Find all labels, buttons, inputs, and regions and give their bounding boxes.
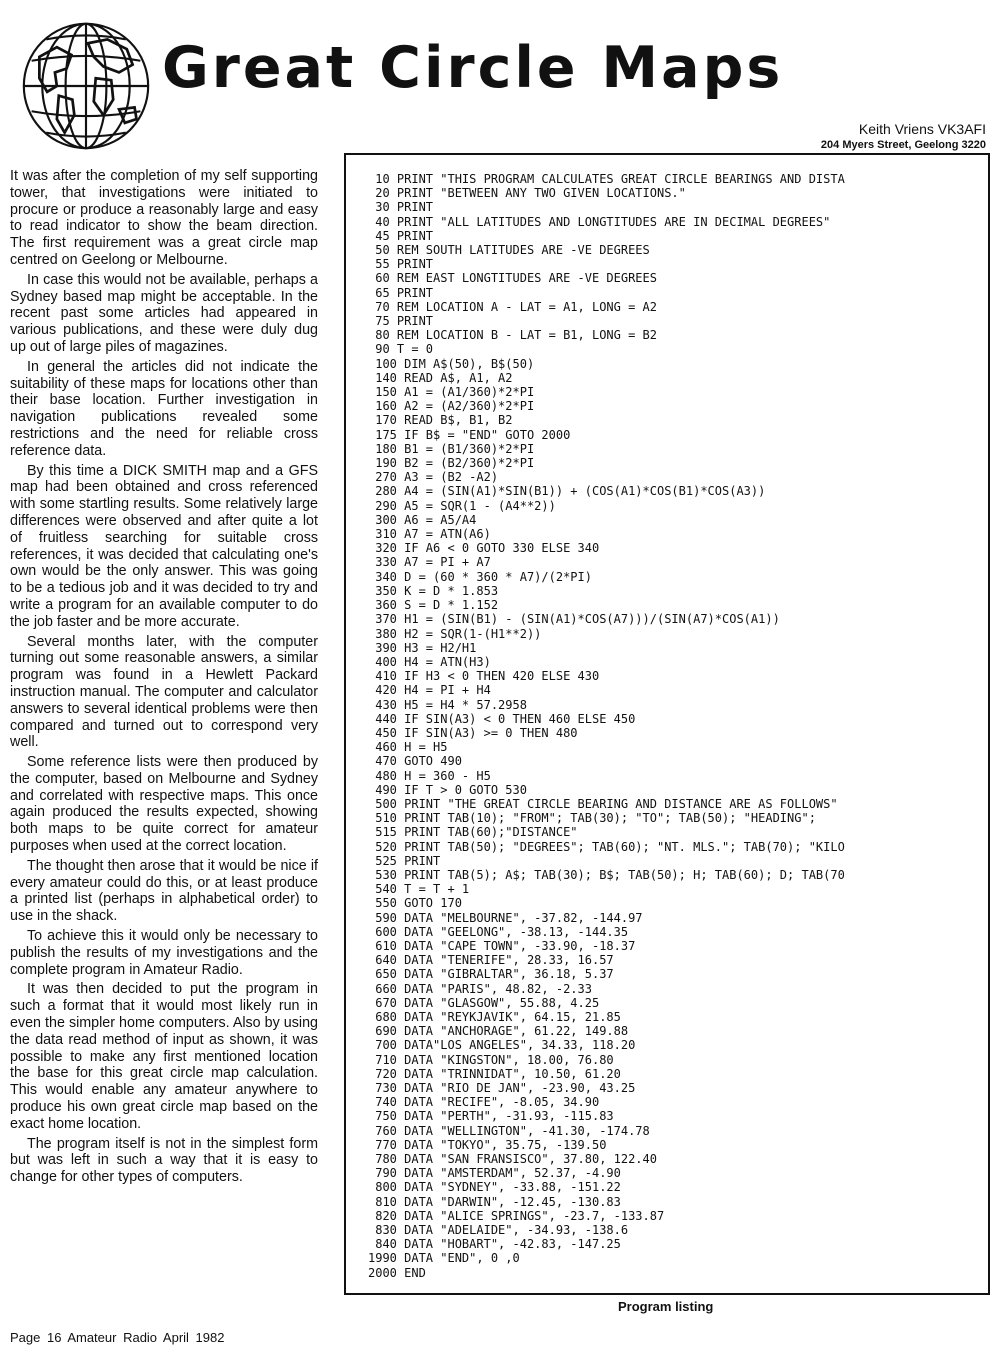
listing-line: 340 D = (60 * 360 * A7)/(2*PI) <box>368 569 592 584</box>
listing-line: 370 H1 = (SIN(B1) - (SIN(A1)*COS(A7)))/(SIN(A7)*COS(A1)) <box>368 612 780 627</box>
listing-line: 430 H5 = H4 * 57.2958 <box>368 697 527 712</box>
listing-line: 500 PRINT "THE GREAT CIRCLE BEARING AND DISTANCE ARE AS FOLLOWS" <box>368 796 838 811</box>
listing-line: 1990 DATA "END", 0 ,0 <box>368 1251 520 1266</box>
listing-line: 75 PRINT <box>368 314 434 329</box>
listing-line: 660 DATA "PARIS", 48.82, -2.33 <box>368 981 592 996</box>
listing-line: 490 IF T > 0 GOTO 530 <box>368 782 527 797</box>
listing-line: 80 REM LOCATION B - LAT = B1, LONG = B2 <box>368 328 657 343</box>
globe-icon <box>18 18 154 154</box>
author-byline <box>821 120 986 152</box>
listing-line: 540 T = T + 1 <box>368 882 470 897</box>
listing-line: 350 K = D * 1.853 <box>368 583 499 598</box>
listing-line: 60 REM EAST LONGTITUDES ARE -VE DEGREES <box>368 271 657 286</box>
listing-line: 330 A7 = PI + A7 <box>368 555 491 570</box>
listing-line: 590 DATA "MELBOURNE", -37.82, -144.97 <box>368 910 643 925</box>
listing-line: 65 PRINT <box>368 285 434 300</box>
listing-line: 290 A5 = SQR(1 - (A4**2)) <box>368 498 556 513</box>
listing-line: 640 DATA "TENERIFE", 28.33, 16.57 <box>368 953 614 968</box>
listing-line: 750 DATA "PERTH", -31.93, -115.83 <box>368 1109 614 1124</box>
listing-line: 830 DATA "ADELAIDE", -34.93, -138.6 <box>368 1223 629 1238</box>
listing-line: 760 DATA "WELLINGTON", -41.30, -174.78 <box>368 1123 650 1138</box>
listing-caption: Program listing <box>618 1299 714 1314</box>
listing-line: 40 PRINT "ALL LATITUDES AND LONGTITUDES ARE IN DECIMAL DEGREES" <box>368 214 831 229</box>
listing-line: 300 A6 = A5/A4 <box>368 512 477 527</box>
listing-line: 360 S = D * 1.152 <box>368 598 499 613</box>
listing-line: 770 DATA "TOKYO", 35.75, -139.50 <box>368 1137 607 1152</box>
listing-line: 690 DATA "ANCHORAGE", 61.22, 149.88 <box>368 1024 629 1039</box>
article-paragraph: The thought then arose that it would be nice if every amateur could do this, or at least produce a printed list (perhaps in alphabetical order) to use in the shack. <box>10 857 318 925</box>
listing-line: 190 B2 = (B2/360)*2*PI <box>368 456 535 471</box>
listing-line: 530 PRINT TAB(5); A$; TAB(30); B$; TAB(50); H; TAB(60); D; TAB(70 <box>368 867 845 882</box>
listing-line: 710 DATA "KINGSTON", 18.00, 76.80 <box>368 1052 614 1067</box>
article-paragraph: It was after the completion of my self supporting tower, that investigations were initiated to procure or produce a reasonably large and easy to read indicator to show the beam direction. The first requirement was a great circle map centred on Geelong or Melbourne. <box>10 168 318 268</box>
listing-line: 650 DATA "GIBRALTAR", 36.18, 5.37 <box>368 967 614 982</box>
listing-line: 780 DATA "SAN FRANSISCO", 37.80, 122.40 <box>368 1152 657 1167</box>
article-paragraph: The program itself is not in the simplest form but was left in such a way that it is easy to change for other types of computers. <box>10 1135 318 1186</box>
listing-line: 810 DATA "DARWIN", -12.45, -130.83 <box>368 1194 621 1209</box>
listing-line: 100 DIM A$(50), B$(50) <box>368 356 535 371</box>
page-footer: Page 16 Amateur Radio April 1982 <box>10 1330 225 1345</box>
listing-line: 390 H3 = H2/H1 <box>368 640 477 655</box>
listing-line: 170 READ B$, B1, B2 <box>368 413 513 428</box>
listing-line: 10 PRINT "THIS PROGRAM CALCULATES GREAT CIRCLE BEARINGS AND DISTA <box>368 172 845 186</box>
listing-line: 680 DATA "REYKJAVIK", 64.15, 21.85 <box>368 1009 621 1024</box>
listing-line: 550 GOTO 170 <box>368 896 462 911</box>
listing-line: 510 PRINT TAB(10); "FROM"; TAB(30); "TO"; TAB(50); "HEADING"; <box>368 811 816 826</box>
listing-line: 20 PRINT "BETWEEN ANY TWO GIVEN LOCATIONS." <box>368 186 686 201</box>
listing-line: 175 IF B$ = "END" GOTO 2000 <box>368 427 571 442</box>
listing-line: 160 A2 = (A2/360)*2*PI <box>368 399 535 414</box>
listing-line: 70 REM LOCATION A - LAT = A1, LONG = A2 <box>368 299 657 314</box>
listing-line: 790 DATA "AMSTERDAM", 52.37, -4.90 <box>368 1166 621 1181</box>
page-title: Great Circle Maps <box>162 35 784 101</box>
listing-line: 270 A3 = (B2 -A2) <box>368 470 499 485</box>
listing-line: 730 DATA "RIO DE JAN", -23.90, 43.25 <box>368 1081 636 1095</box>
listing-line: 2000 END <box>368 1265 426 1280</box>
listing-line: 800 DATA "SYDNEY", -33.88, -151.22 <box>368 1180 621 1195</box>
listing-line: 450 IF SIN(A3) >= 0 THEN 480 <box>368 725 578 740</box>
article-paragraph: Some reference lists were then produced by the computer, based on Melbourne and Sydney and correlated with respective maps. This once again produced the results expected, showing both maps to be quite correct for amateur purposes when used at the correct location. <box>10 754 318 855</box>
article-paragraph: By this time a DICK SMITH map and a GFS map had been obtained and cross referenced with some startling results. Some relatively large differences were observed and after quite a lot of fruitless searching for suitable cross references, it was decided that calculating one's own would be the only answer. This was going to be a tedious job and it was decided to try and write a program for an available computer to do the job faster and be more accurate. <box>10 462 318 630</box>
article-body <box>10 168 318 1189</box>
listing-line: 420 H4 = PI + H4 <box>368 683 491 698</box>
listing-line: 515 PRINT TAB(60);"DISTANCE" <box>368 825 578 840</box>
article-paragraph: Several months later, with the computer turning out some reasonable answers, a similar program was found in a Hewlett Packard instruction manual. The computer and calculator answers to several identical problems were then compared and turned out to correspond very well. <box>10 633 318 751</box>
listing-line: 480 H = 360 - H5 <box>368 768 491 783</box>
author-address: 204 Myers Street, Geelong 3220 <box>820 139 986 151</box>
listing-line: 840 DATA "HOBART", -42.83, -147.25 <box>368 1237 621 1252</box>
listing-line: 320 IF A6 < 0 GOTO 330 ELSE 340 <box>368 541 600 556</box>
article-paragraph: It was then decided to put the program in such a format that it would most likely run in even the simpler home computers. Also by using the data read method of input as shown, it was possible to make any first mentioned location the base for this great circle map calculation. This would enable any amateur anywhere to produce his own great circle map based on the exact home location. <box>10 981 318 1132</box>
listing-line: 670 DATA "GLASGOW", 55.88, 4.25 <box>368 995 600 1010</box>
listing-line: 280 A4 = (SIN(A1)*SIN(B1)) + (COS(A1)*COS(B1)*COS(A3)) <box>368 484 766 499</box>
author-name: Keith Vriens VK3AFI <box>858 121 986 137</box>
listing-line: 700 DATA"LOS ANGELES", 34.33, 118.20 <box>368 1038 636 1053</box>
listing-line: 180 B1 = (B1/360)*2*PI <box>368 441 535 456</box>
listing-line: 400 H4 = ATN(H3) <box>368 654 491 669</box>
listing-line: 600 DATA "GEELONG", -38.13, -144.35 <box>368 924 629 939</box>
listing-line: 140 READ A$, A1, A2 <box>368 370 513 385</box>
listing-line: 460 H = H5 <box>368 740 448 755</box>
listing-line: 50 REM SOUTH LATITUDES ARE -VE DEGREES <box>368 243 650 258</box>
listing-line: 410 IF H3 < 0 THEN 420 ELSE 430 <box>368 669 600 684</box>
listing-line: 30 PRINT <box>368 200 434 215</box>
listing-line: 440 IF SIN(A3) < 0 THEN 460 ELSE 450 <box>368 711 636 726</box>
listing-line: 55 PRINT <box>368 257 434 272</box>
listing-line: 610 DATA "CAPE TOWN", -33.90, -18.37 <box>368 938 636 953</box>
listing-line: 820 DATA "ALICE SPRINGS", -23.7, -133.87 <box>368 1208 665 1223</box>
program-listing <box>368 172 845 1280</box>
listing-line: 740 DATA "RECIFE", -8.05, 34.90 <box>368 1095 600 1110</box>
listing-line: 310 A7 = ATN(A6) <box>368 527 491 542</box>
listing-line: 720 DATA "TRINNIDAT", 10.50, 61.20 <box>368 1066 621 1081</box>
article-paragraph: In general the articles did not indicate the suitability of these maps for locations other than their base location. Further investigation in navigation publications revealed some restrictions and the need for reliable cross reference data. <box>10 358 318 459</box>
listing-line: 520 PRINT TAB(50); "DEGREES"; TAB(60); "NT. MLS."; TAB(70); "KILO <box>368 839 845 854</box>
article-paragraph: In case this would not be available, perhaps a Sydney based map might be acceptable. In the recent past some articles had appeared in various publications, and these were duly dug up out of large piles of magazines. <box>10 271 318 355</box>
article-paragraph: To achieve this it would only be necessary to publish the results of my investigations and the complete program in Amateur Radio. <box>10 928 318 978</box>
listing-line: 150 A1 = (A1/360)*2*PI <box>368 385 535 400</box>
listing-line: 525 PRINT <box>368 853 441 868</box>
listing-line: 470 GOTO 490 <box>368 754 462 769</box>
listing-line: 90 T = 0 <box>368 342 434 357</box>
program-listing-box <box>344 153 990 1295</box>
listing-line: 380 H2 = SQR(1-(H1**2)) <box>368 626 542 641</box>
listing-line: 45 PRINT <box>368 228 434 243</box>
